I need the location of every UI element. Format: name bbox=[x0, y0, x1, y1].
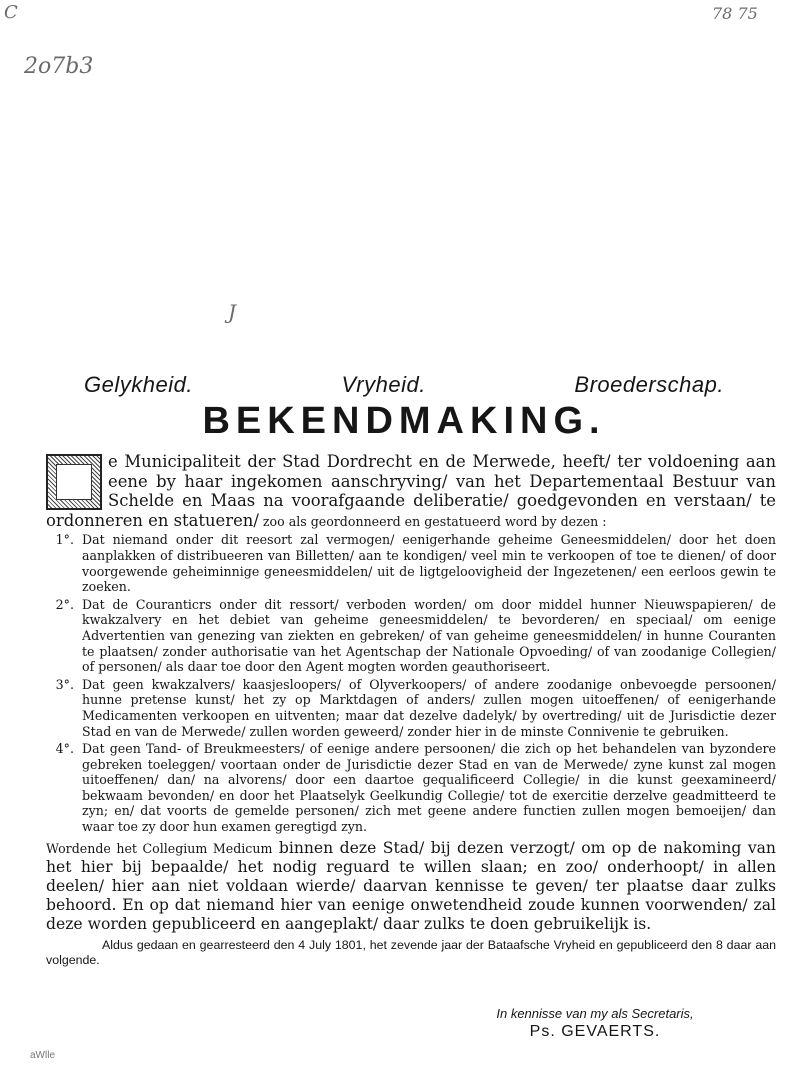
signature-name: Ps. GEVAERTS. bbox=[529, 1023, 661, 1040]
corner-mark-right: 78 75 bbox=[712, 4, 758, 23]
margin-note-mid: J bbox=[228, 300, 237, 324]
proclamation-body bbox=[46, 452, 776, 968]
article-text: Dat niemand onder dit reesort zal vermogen/ eenigerhande geheime Geneesmiddelen/ door het doen aanplakken of distribueeren van Billetten/ aan te kondigen/ veel min te verkoopen of toe te dienen/ of door voorgewende geheiminnige geneesmiddelen/ uit de ligtgeloovigheid der Ingezetenen/ een eerloos gewin te zoeken. bbox=[82, 532, 776, 595]
motto-liberty: Vryheid. bbox=[341, 372, 426, 397]
intro-continuation: zoo als geordonneerd en gestatueerd word by dezen : bbox=[262, 513, 607, 529]
article-item bbox=[46, 677, 776, 739]
signature-attestation: In kennisse van my als Secretaris, bbox=[496, 1006, 694, 1021]
article-item bbox=[46, 532, 776, 594]
closing-text: binnen deze Stad/ bij dezen verzogt/ om op de nakoming van het hier bij bepaalde/ het nodig reguard te willen slaan; en zoo/ onderhoopt/ in allen deelen/ hier aan niet voldaan wierde/ daarvan kennisse te geven/ ter plaatse daar zulks behoord. En op dat niemand hier van eenige onwetendheid zoude kunnen voorwenden/ zal deze worden gepubliceerd en aangeplakt/ daar zulks te doen gebruikelijk is. bbox=[46, 838, 776, 933]
article-text: Dat geen Tand- of Breukmeesters/ of eenige andere persoonen/ die zich op het behandelen van byzondere gebreken toeleggen/ voortaan onder de Jurisdictie dezer Stad en van de Merwede/ zyne kunst zal mogen uitoeffenen/ dan/ na alvorens/ door een daartoe gequalificeerd Collegie/ in die kunst geexamineerd/ bekwaam bevonden/ en door het Plaatselyk Geelkundig Collegie/ tot de exercitie derzelve geadmitteerd te zyn; en/ dat voorts de gemelde personen/ zich met geene andere functien zullen mogen bemoeijen/ dan waar toe zy door hun examen geregtigd zyn. bbox=[82, 741, 776, 835]
article-number: 3°. bbox=[55, 676, 74, 692]
decorated-initial-icon bbox=[46, 454, 102, 510]
motto-fraternity: Broederschap. bbox=[574, 372, 724, 397]
page-title: BEKENDMAKING. bbox=[202, 400, 606, 442]
article-text: Dat geen kwakzalvers/ kaasjesloopers/ of Olyverkoopers/ of andere zoodanige onbevoegde persoonen/ hunne pretense kunst/ het zy op Marktdagen of anders/ zullen mogen uitoeffenen/ of eenigerhande Medicamenten verkoopen en uitventen; maar dat dezelve dadelyk/ by overtreding/ uit de Jurisdictie dezer Stad en van de Merwede/ zullen worden geweerd/ zonder hier in de minste Connivenie te gebruiken. bbox=[82, 676, 776, 739]
intro-text: e Municipaliteit der Stad Dordrecht en de Merwede, heeft/ ter voldoening aan eene by haar ingekomen aanschryving/ van het Departementaal Bestuur van Schelde en Maas na voorafgaande deliberatie/ goedgevonden en verstaan/ te ordonneren en statueren/ bbox=[46, 452, 776, 530]
motto-equality: Gelykheid. bbox=[84, 372, 193, 397]
signature-block bbox=[450, 1006, 740, 1041]
article-item bbox=[46, 741, 776, 835]
article-number: 4°. bbox=[55, 741, 74, 757]
closing-paragraph bbox=[46, 839, 776, 934]
intro-paragraph bbox=[46, 452, 776, 530]
article-number: 1°. bbox=[55, 532, 74, 548]
date-line: Aldus gedaan en gearresteerd den 4 July 1801, het zevende jaar der Bataafsche Vryheid en gepubliceerd den 8 daar aan volgende. bbox=[46, 937, 776, 967]
corner-mark-left: C bbox=[4, 2, 18, 23]
motto-row bbox=[84, 372, 724, 398]
closing-lead: Wordende het Collegium Medicum bbox=[46, 840, 273, 856]
article-text: Dat de Couranticrs onder dit ressort/ verboden worden/ om door middel hunner Nieuwspapieren/ de kwakzalvery en het debiet van geheime geneesmiddelen/ te bevorderen/ en speciaal/ om eenige Advertentien van genezing van ziekten en gebreken/ of van geheime geneesmiddelen/ in hunne Couranten te plaatsen/ zonder authorisatie van het Agentschap der Nationale Opvoeding/ of van zoodanige Collegien/ of personen/ als daar toe door den Agent mogten worden geauthoriseert. bbox=[82, 596, 776, 675]
library-stamp: aWlle bbox=[30, 1050, 56, 1061]
margin-note-left: 2o7b3 bbox=[24, 54, 94, 79]
article-item bbox=[46, 597, 776, 675]
article-number: 2°. bbox=[55, 596, 74, 612]
